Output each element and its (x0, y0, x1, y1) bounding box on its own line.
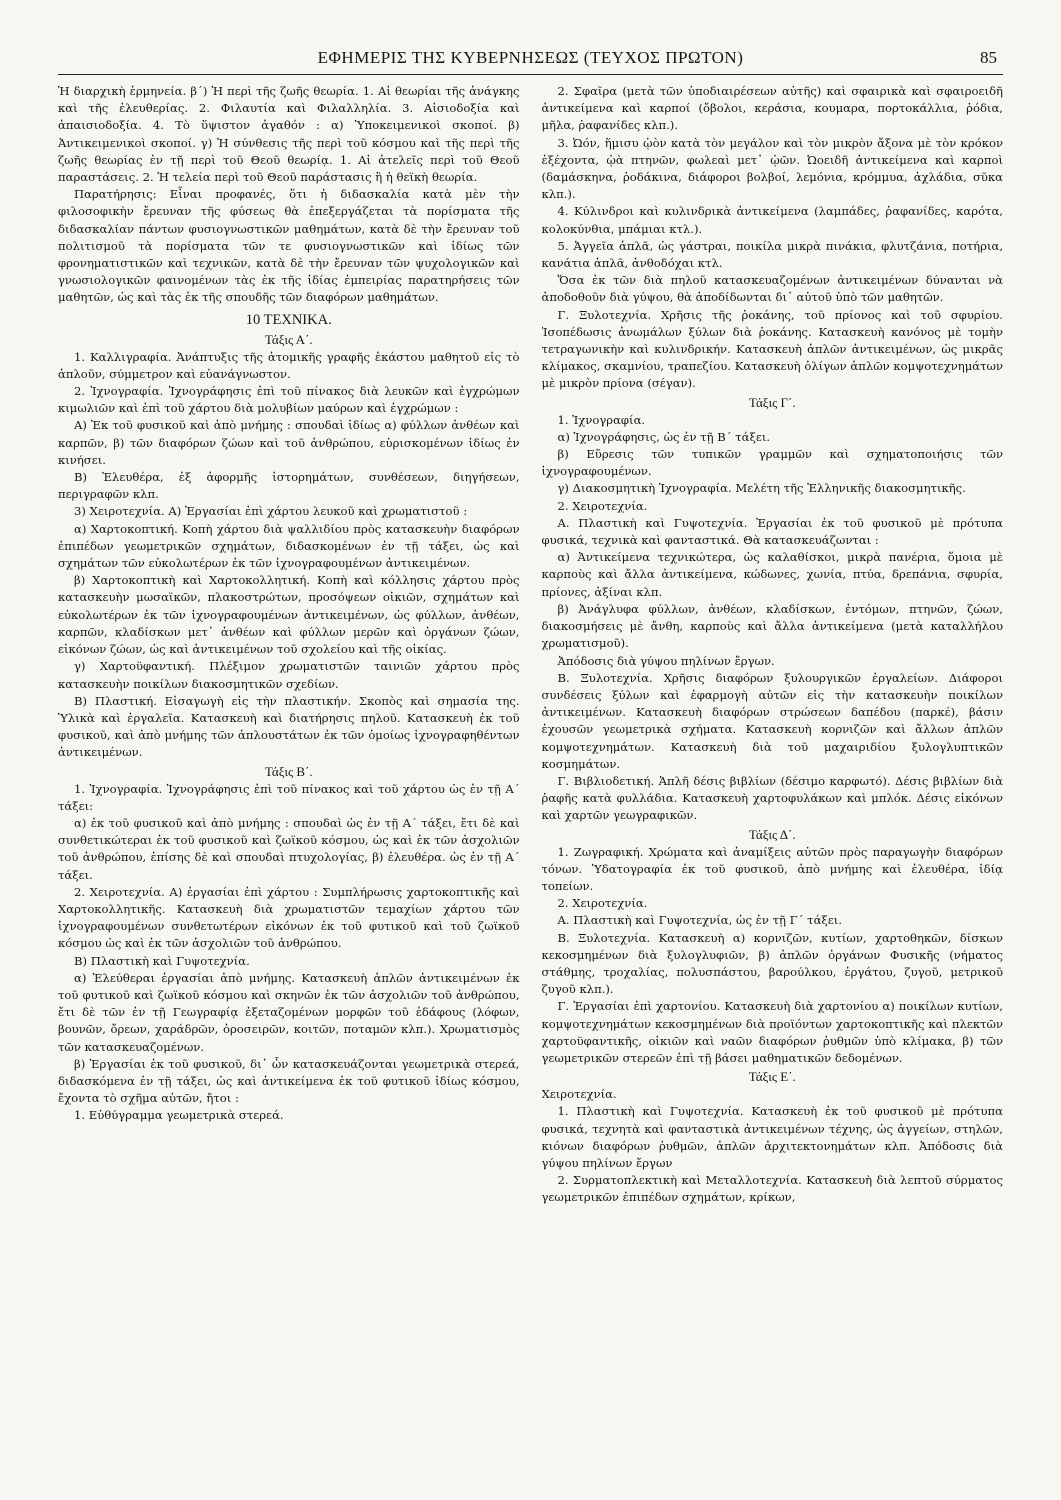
paragraph: Ὅσα ἐκ τῶν διὰ πηλοῦ κατασκευαζομένων ἀντικειμένων δύνανται νὰ ἀποδοθοῦν διὰ γύψου, θὰ ἀποδίδωνται δι᾽ αὐτοῦ ὑπὸ τῶν μαθητῶν. (541, 273, 1003, 305)
section-heading: 10 ΤΕΧΝΙΚΑ. (245, 311, 332, 328)
paragraph: 2. Σφαῖρα (μετὰ τῶν ὑποδιαιρέσεων αὐτῆς) καὶ σφαιρικὰ καὶ σφαιροειδῆ ἀντικείμενα καὶ καρποί (ὄβολοι, κεράσια, κουμαρα, πορτοκάλλια, ῥόδια, μῆλα, ῥαφανίδες κλπ.). (541, 84, 1003, 133)
paragraph: β) Ἐργασίαι ἐκ τοῦ φυσικοῦ, δι᾽ ὧν κατασκευάζονται γεωμετρικὰ στερεά, διδασκόμενα ἐν τῇ τάξει, ὡς καὶ ἀντικείμενα ἐκ τοῦ φυτικοῦ ἰδίως κόσμου, ἔχοντα τὸ σχῆμα αὐτῶν, ἤτοι : (58, 1056, 520, 1106)
paragraph: Β. Ξυλοτεχνία. Κατασκευὴ α) κορνιζῶν, κυτίων, χαρτοθηκῶν, δίσκων κεκοσμημένων διὰ ξυλογλυφιῶν, β) ἁπλῶν ὀργάνων Φυσικῆς (νήματος στάθμης, τροχαλίας, πολυσπάστου, βαρούλκου, ἐργάτου, ζυγοῦ, μετρικοῦ ζυγοῦ κλπ.). (541, 930, 1003, 997)
paragraph: 3. Ὠόν, ἥμισυ ᾠὸν κατὰ τὸν μεγάλον καὶ τὸν μικρὸν ἄξονα μὲ τὸν κρόκον ἐξέχοντα, ᾠὰ πτηνῶν, φωλεαὶ μετ᾽ ᾠῶν. Ὠοειδῆ ἀντικείμενα καὶ καρποὶ (δαμάσκηνα, ῥοδάκινα, διάφοροι βολβοί, λεμόνια, κρόμμυα, ἀχλάδια, σῦκα κλπ.). (541, 135, 1003, 202)
left-column (58, 83, 520, 1207)
paragraph: 1. Πλαστικὴ καὶ Γυψοτεχνία. Κατασκευὴ ἐκ τοῦ φυσικοῦ μὲ πρότυπα φυσικά, τεχνητὰ καὶ φανταστικὰ ἀντικειμένων τέχνης, ὡς ἀγγείων, στηλῶν, κιόνων διαφόρων ῥυθμῶν, ἁπλῶν ἀρχιτεκτονημάτων κλπ. Ἀπόδοσις διὰ γύψου πηλίνων ἔργων (541, 1104, 1003, 1170)
page-number: 85 (980, 48, 997, 67)
class-heading: Τάξις Δ΄. (748, 826, 796, 842)
paragraph: Β) Πλαστικὴ καὶ Γυψοτεχνία. (74, 953, 250, 968)
paragraph: Γ. Βιβλιοδετική. Ἁπλῆ δέσις βιβλίων (δέσιμο καρφωτό). Δέσις βιβλίων διὰ ῥαφῆς κατὰ φυλλάδια. Κατασκευὴ χαρτοφυλάκων καὶ μπλόκ. Δέσις εἰκόνων καὶ χαρτῶν γεωγραφικῶν. (541, 773, 1003, 823)
paragraph: 2. Χειροτεχνία. (557, 498, 648, 513)
paragraph: α) Ἀντικείμενα τεχνικώτερα, ὡς καλαθίσκοι, μικρὰ πανέρια, ὅμοια μὲ καρποὺς καὶ ἄλλα ἀντικείμενα, κώδωνες, χωνία, πτύα, δρεπάνια, σφυρία, πρίονες, ἀξίναι κλπ. (541, 550, 1003, 599)
header-title: ΕΦΗΜΕΡΙΣ ΤΗΣ ΚΥΒΕΡΝΗΣΕΩΣ (ΤΕΥΧΟΣ ΠΡΩΤΟΝ) (317, 48, 744, 67)
paragraph: α) Ἰχνογράφησις, ὡς ἐν τῇ Β΄ τάξει. (557, 429, 771, 444)
paragraph: 1. Εὐθύγραμμα γεωμετρικὰ στερεά. (74, 1108, 284, 1123)
class-heading: Τάξις Ε΄. (748, 1069, 796, 1085)
paragraph: α) Ἐλεύθεραι ἐργασίαι ἀπὸ μνήμης. Κατασκευὴ ἁπλῶν ἀντικειμένων ἐκ τοῦ φυτικοῦ καὶ ζωϊκοῦ κόσμου καὶ σκηνῶν ἐκ τῶν ἀσχολιῶν τοῦ ἀνθρώπου, ἔτι δὲ τῶν ἐν τῇ Γεωγραφίᾳ ἐξεταζομένων μορφῶν τοῦ ἐδάφους (λόφων, βουνῶν, ὄρεων, χαράδρῶν, ὀροσειρῶν, κοιτῶν, ποταμῶν κλπ.). Χρωματισμὸς τῶν κατασκευαζομένων. (58, 970, 520, 1054)
paragraph: 1. Ἰχνογραφία. Ἰχνογράφησις ἐπὶ τοῦ πίνακος καὶ τοῦ χάρτου ὡς ἐν τῇ Α΄ τάξει: (58, 781, 520, 813)
paragraph: 1. Ἰχνογραφία. (557, 412, 646, 427)
paragraph: β) Χαρτοκοπτικὴ καὶ Χαρτοκολλητική. Κοπὴ καὶ κόλλησις χάρτου πρὸς κατασκευὴν μωσαϊκῶν, πλακοστρώτων, προσόψεων οἰκιῶν, σχημάτων καὶ εὐκολωτέρων ἐκ τῶν ἰχνογραφουμένων ἀντικειμένων, ὡς φύλλων, ἀνθέων, καρπῶν, κλαδίσκων μετ᾽ ἀνθέων καὶ φύλλων μερῶν καὶ ὀργάνων ζώων, εἰκόνων ζώων, ὡς καὶ ἀντικειμένων τοῦ σχολείου καὶ τῆς οἰκίας. (58, 573, 520, 657)
paragraph: 3) Χειροτεχνία. Α) Ἐργασίαι ἐπὶ χάρτου λευκοῦ καὶ χρωματιστοῦ : (74, 504, 468, 519)
paragraph: 2. Χειροτεχνία. Α) ἐργασίαι ἐπὶ χάρτου : Συμπλήρωσις χαρτοκοπτικῆς καὶ Χαρτοκολλητικῆς. Κατασκευὴ διὰ χρωματιστῶν τεμαχίων χάρτου τῶν ἰχνογραφουμένων συνθετωτέρων εἰκόνων ἐκ τοῦ φυτικοῦ καὶ τοῦ ζωϊκοῦ κόσμου ὡς καὶ ἐκ τῶν ἀσχολιῶν τοῦ ἀνθρώπου. (58, 884, 520, 951)
paragraph: Γ. Ἐργασίαι ἐπὶ χαρτονίου. Κατασκευὴ διὰ χαρτονίου α) ποικίλων κυτίων, κομψοτεχνημάτων κεκοσμημένων διὰ προϊόντων χαρτοκοπτικῆς καὶ πλεκτῶν χαρτοϋφαντικῆς, οἰκιῶν καὶ ναῶν διαφόρων ῥυθμῶν ὑπὸ κλίμακα, β) τῶν γεωμετρικῶν στερεῶν ἐπὶ τῇ βάσει μαθηματικῶν δεδομένων. (541, 999, 1003, 1065)
paragraph: 1. Καλλιγραφία. Ἀνάπτυξις τῆς ἀτομικῆς γραφῆς ἑκάστου μαθητοῦ εἰς τὸ ἁπλοῦν, σύμμετρον καὶ εὐανάγνωστον. (58, 349, 520, 381)
paragraph: Παρατήρησις: Εἶναι προφανές, ὅτι ἡ διδασκαλία κατὰ μὲν τὴν φιλοσοφικὴν ἔρευναν τῆς φύσεως θὰ ἐπεξεργάζεται τὰ πορίσματα τῆς διδασκαλίαν πάντων φυσιογνωστικῶν μαθημάτων, κατὰ δὲ τὴν ἔρευναν τοῦ πολιτισμοῦ τὰ πορίσματα τῶν τε φυσιογνωστικῶν καὶ ἰδίως τῶν φρονηματιστικῶν καὶ τεχνικῶν, κατὰ δὲ τὴν ἔρευναν τῶν ψυχολογικῶν καὶ γνωσιολογικῶν φαινομένων τὰς ἐκ τῆς ἰδίας ἐμπειρίας παρατηρήσεις τῶν μαθητῶν, ὡς καὶ τὰς ἐκ τῆς σπουδῆς τῶν διαφόρων μαθημάτων. (58, 187, 520, 305)
paragraph: 4. Κύλινδροι καὶ κυλινδρικὰ ἀντικείμενα (λαμπάδες, ῥαφανίδες, καρότα, κολοκύνθια, μπάμιαι κτλ.). (541, 204, 1003, 236)
two-column-body (58, 83, 1003, 1207)
paragraph: Β. Ξυλοτεχνία. Χρῆσις διαφόρων ξυλουργικῶν ἐργαλείων. Διάφοροι συνδέσεις ξύλων καὶ ἐφαρμογὴ αὐτῶν εἰς τὴν κατασκευὴν ποικίλων ἀντικειμένων. Κατασκευὴ διαφόρων στρώσεων δαπέδου (παρκέ), βάσιν ἐχουσῶν γεωμετρικὰ σχήματα. Κατασκευὴ κορνιζῶν καὶ ἄλλων ἁπλῶν κομψοτεχνημάτων. Κατασκευὴ διὰ τοῦ μαχαιριδίου ξυλογλυπτικῶν κοσμημάτων. (541, 670, 1003, 771)
page-header (58, 44, 1003, 75)
paragraph: 2. Ἰχνογραφία. Ἰχνογράφησις ἐπὶ τοῦ πίνακος διὰ λευκῶν καὶ ἐγχρώμων κιμωλιῶν καὶ ἐπὶ τοῦ χάρτου διὰ μολυβίων μαύρων καὶ ἐγχρώμων : (58, 384, 520, 416)
class-heading: Τάξις Α΄. (264, 331, 313, 347)
paragraph: Α) Ἐκ τοῦ φυσικοῦ καὶ ἀπὸ μνήμης : σπουδαὶ ἰδίως α) φύλλων ἀνθέων καὶ καρπῶν, β) τῶν διαφόρων ζώων καὶ τοῦ ἀνθρώπου, εὑρισκομένων ἰδίως ἐν κινήσει. (58, 418, 520, 467)
paragraph: γ) Χαρτοϋφαντική. Πλέξιμον χρωματιστῶν ταινιῶν χάρτου πρὸς κατασκευὴν ποικίλων διακοσμητικῶν σχεδίων. (58, 659, 520, 691)
paragraph: Γ. Ξυλοτεχνία. Χρῆσις τῆς ῥοκάνης, τοῦ πρίονος καὶ τοῦ σφυρίου. Ἰσοπέδωσις ἀνωμάλων ξύλων διὰ ῥοκάνης. Κατασκευὴ κανόνος μὲ τομὴν τετραγωνικὴν καὶ κυλινδρικήν. Κατασκευὴ ἁπλῶν ἀντικειμένων, ὡς μικρᾶς κλίμακος, σκαμνίου, τραπεζίου. Κατασκευὴ ὀλίγων ἁπλῶν κομψοτεχνημάτων μὲ μικρὸν πρίονα (σέγαν). (541, 307, 1003, 391)
class-heading: Τάξις Β΄. (264, 763, 313, 779)
paragraph: α) Χαρτοκοπτική. Κοπὴ χάρτου διὰ ψαλλιδίου πρὸς κατασκευὴν διαφόρων ἐπιπέδων γεωμετρικῶν σχημάτων, διδασκομένων ἐν τῇ τάξει, ὡς καὶ σχημάτων τῶν εὐκολωτέρων ἐκ τῶν ἰχνογραφουμένων ἀντικειμένων. (58, 521, 520, 571)
paragraph: Β) Ἐλευθέρα, ἐξ ἀφορμῆς ἱστορημάτων, συνθέσεων, διηγήσεων, περιγραφῶν κλπ. (58, 470, 520, 502)
paragraph: 2. Χειροτεχνία. (557, 896, 648, 911)
paragraph: Β) Πλαστική. Εἰσαγωγὴ εἰς τὴν πλαστικήν. Σκοπὸς καὶ σημασία της. Ὑλικὰ καὶ ἐργαλεῖα. Κατασκευὴ καὶ διατήρησις πηλοῦ. Κατασκευὴ ἐκ τοῦ φυσικοῦ, καὶ ἀπὸ μνήμης τῶν ἁπλουστάτων ἐκ τῶν ὁμοίως ἰχνογραφηθέντων ἀντικειμένων. (58, 693, 520, 760)
paragraph: α) ἐκ τοῦ φυσικοῦ καὶ ἀπὸ μνήμης : σπουδαὶ ὡς ἐν τῇ Α΄ τάξει, ἔτι δὲ καὶ συνθετικώτεραι ἐκ τοῦ φυσικοῦ καὶ ζωϊκοῦ κόσμου, ὡς καὶ ἐκ τῶν ἀσχολιῶν τοῦ ἀνθρώπου, ἐπίσης δὲ καὶ σπουδαὶ πτυχολογίας, β) ἐλευθέρα. ὡς ἐν τῇ Α΄ τάξει. (58, 815, 520, 882)
paragraph: Α. Πλαστικὴ καὶ Γυψοτεχνία, ὡς ἐν τῇ Γ΄ τάξει. (557, 913, 843, 928)
paragraph: 5. Ἀγγεῖα ἁπλᾶ, ὡς γάστραι, ποικίλα μικρὰ πινάκια, φλυτζάνια, ποτήρια, κανάτια ἁπλᾶ, ἀνθοδόχαι κτλ. (541, 238, 1003, 271)
paragraph: β) Εὕρεσις τῶν τυπικῶν γραμμῶν καὶ σχηματοποιήσις τῶν ἰχνογραφουμένων. (541, 447, 1003, 479)
paragraph: Ἡ διαρχικὴ ἑρμηνεία. β΄) Ἡ περὶ τῆς ζωῆς θεωρία. 1. Αἱ θεωρίαι τῆς ἀνάγκης καὶ τῆς ἐλευθερίας. 2. Φιλαυτία καὶ Φιλαλληλία. 3. Αἰσιοδοξία καὶ ἀπαισιοδοξία. 4. Τὸ ὕψιστον ἀγαθόν : α) Ὑποκειμενικοὶ σκοποί. β) Ἀντικειμενικοὶ σκοποί. γ) Ἡ σύνθεσις τῆς περὶ τοῦ κόσμου καὶ τῆς περὶ τῆς ζωῆς θεωρίας ἐν τῇ περὶ τοῦ Θεοῦ θεωρίᾳ. 1. Αἱ ἀτελεῖς περὶ τοῦ Θεοῦ παραστάσεις. 2. Ἡ τελεία περὶ τοῦ Θεοῦ παράστασις ἢ ἡ θεϊκὴ θεωρία. (58, 84, 520, 185)
right-column (542, 83, 1004, 1207)
paragraph: β) Ἀνάγλυφα φύλλων, ἀνθέων, κλαδίσκων, ἐντόμων, πτηνῶν, ζώων, διακοσμήσεις μὲ ἄνθη, καρποὺς καὶ ἄλλα ἀντικείμενα (μετὰ καταλλήλου χρωματισμοῦ). (541, 601, 1003, 651)
paragraph: Χειροτεχνία. (541, 1087, 617, 1102)
paragraph: Α. Πλαστικὴ καὶ Γυψοτεχνία. Ἐργασίαι ἐκ τοῦ φυσικοῦ μὲ πρότυπα φυσικά, τεχνικὰ καὶ φανταστικά. Θὰ κατασκευάζωνται : (541, 515, 1003, 548)
class-heading: Τάξις Γ΄. (748, 394, 796, 410)
paragraph: 2. Συρματοπλεκτικὴ καὶ Μεταλλοτεχνία. Κατασκευὴ διὰ λεπτοῦ σύρματος γεωμετρικῶν ἐπιπέδων σχημάτων, κρίκων, (541, 1173, 1003, 1205)
paragraph: γ) Διακοσμητικὴ Ἰχνογραφία. Μελέτη τῆς Ἑλληνικῆς διακοσμητικῆς. (557, 481, 966, 496)
paragraph: Ἀπόδοσις διὰ γύψου πηλίνων ἔργων. (557, 653, 775, 668)
paragraph: 1. Ζωγραφική. Χρώματα καὶ ἀναμίξεις αὐτῶν πρὸς παραγωγὴν διαφόρων τόνων. Ὑδατογραφία ἐκ τοῦ φυσικοῦ, ἀπὸ μνήμης καὶ ἐλευθέρα, ἰδίᾳ τοπείων. (541, 844, 1003, 893)
